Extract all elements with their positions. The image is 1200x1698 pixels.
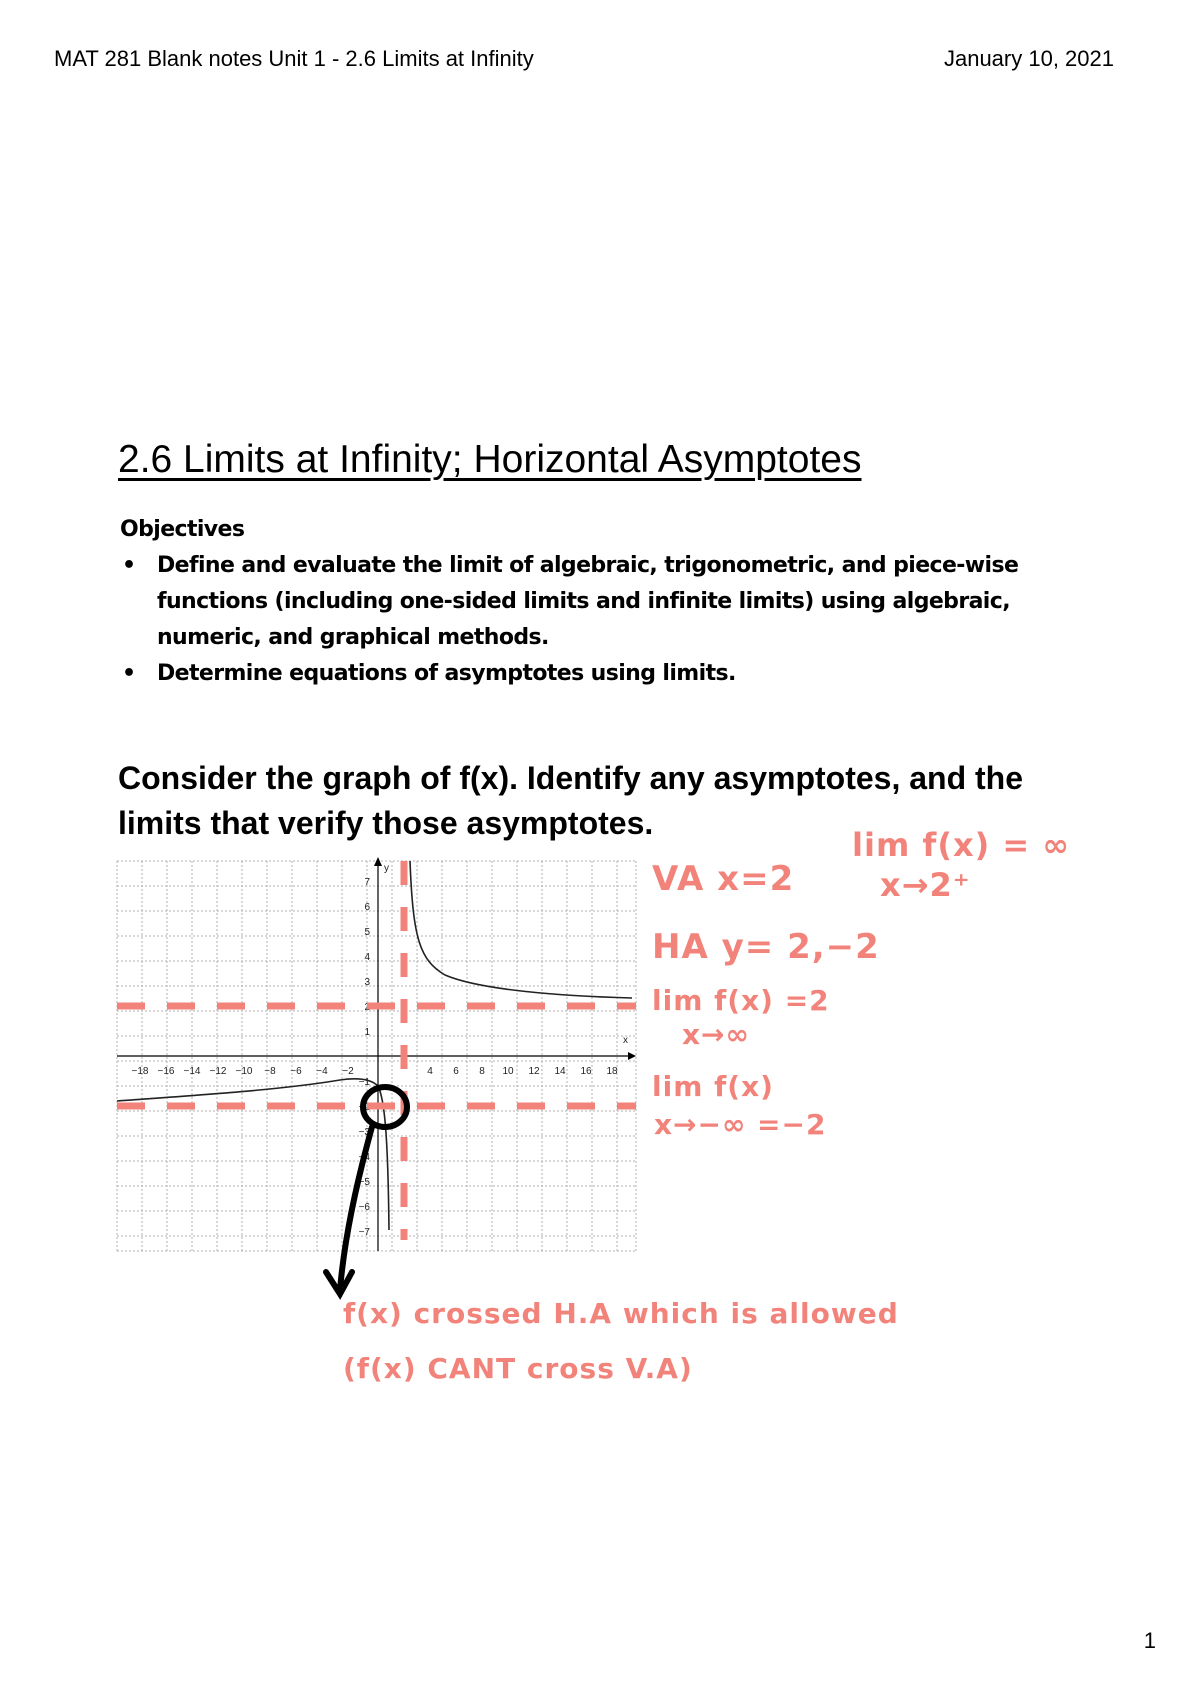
x-tick-label: −8: [264, 1066, 276, 1077]
note-approach-neg-infinity: x→−∞ =−2: [654, 1108, 827, 1141]
page-title: 2.6 Limits at Infinity; Horizontal Asymptotes: [118, 438, 862, 481]
note-crossed-ha: f(x) crossed H.A which is allowed: [343, 1297, 899, 1330]
asymptote-lines: [117, 861, 636, 1240]
objective-item: • Define and evaluate the limit of algebraic, trigonometric, and piece-wise functions (including one-sided limits and infinite limits) using algebraic, numeric, and graphical methods.: [120, 548, 1040, 656]
x-tick-label: −18: [131, 1066, 149, 1077]
y-tick-label: 7: [364, 877, 370, 888]
x-tick-label: 12: [528, 1066, 540, 1077]
x-tick-label: 10: [502, 1066, 514, 1077]
y-tick-label: 6: [364, 902, 370, 913]
function-curve: [117, 861, 632, 1230]
x-tick-label: −4: [316, 1066, 328, 1077]
note-approach-2-plus: x→2⁺: [880, 866, 971, 904]
x-axis-arrow: [628, 1052, 636, 1060]
note-horizontal-asymptote: HA y= 2,−2: [652, 927, 880, 967]
x-tick-labels: [132, 1066, 618, 1077]
header-title: MAT 281 Blank notes Unit 1 - 2.6 Limits at Infinity: [54, 46, 534, 71]
y-axis-arrow: [374, 857, 382, 866]
graph-axes: [117, 861, 632, 1251]
x-axis-label: x: [623, 1035, 628, 1046]
x-tick-label: 4: [427, 1066, 433, 1077]
note-vertical-asymptote: VA x=2: [652, 859, 795, 899]
objective-item: • Determine equations of asymptotes using limits.: [120, 656, 1040, 692]
x-tick-label: 8: [479, 1066, 485, 1077]
y-tick-label: 3: [364, 977, 370, 988]
note-lim-infinity: lim f(x) =2: [652, 984, 830, 1017]
x-tick-label: −10: [235, 1066, 253, 1077]
x-tick-label: 16: [580, 1066, 592, 1077]
x-tick-label: −14: [183, 1066, 201, 1077]
x-tick-label: −12: [209, 1066, 227, 1077]
note-lim-right: lim f(x) = ∞: [852, 826, 1070, 864]
y-tick-label: 5: [364, 927, 370, 938]
y-tick-label: −6: [358, 1202, 370, 1213]
x-tick-label: −2: [342, 1066, 354, 1077]
note-approach-infinity: x→∞: [682, 1018, 750, 1051]
note-cant-cross-va: (f(x) CANT cross V.A): [343, 1352, 693, 1385]
page-number: 1: [1143, 1628, 1156, 1653]
x-tick-label: −6: [290, 1066, 302, 1077]
header-date: January 10, 2021: [943, 46, 1114, 71]
y-axis-label: y: [384, 863, 389, 874]
handwritten-notes: [343, 826, 1070, 1385]
y-tick-label: −4: [358, 1152, 370, 1163]
x-tick-label: 18: [606, 1066, 618, 1077]
x-tick-label: 14: [554, 1066, 566, 1077]
question-prompt: Consider the graph of f(x). Identify any asymptotes, and the limits that verify those asymptotes.: [118, 760, 1023, 841]
y-tick-label: −5: [358, 1177, 370, 1188]
y-tick-label: −1: [358, 1077, 370, 1088]
objectives-heading: Objectives: [120, 517, 245, 542]
x-tick-label: −16: [157, 1066, 175, 1077]
y-tick-label: −3: [358, 1127, 370, 1138]
y-tick-label: 1: [364, 1027, 370, 1038]
note-lim-neg-infinity: lim f(x): [652, 1070, 774, 1103]
y-tick-label: 2: [364, 1002, 370, 1013]
y-tick-label: 4: [364, 952, 370, 963]
x-tick-label: 6: [453, 1066, 459, 1077]
y-tick-label: −2: [358, 1102, 370, 1113]
y-tick-label: −7: [358, 1227, 370, 1238]
